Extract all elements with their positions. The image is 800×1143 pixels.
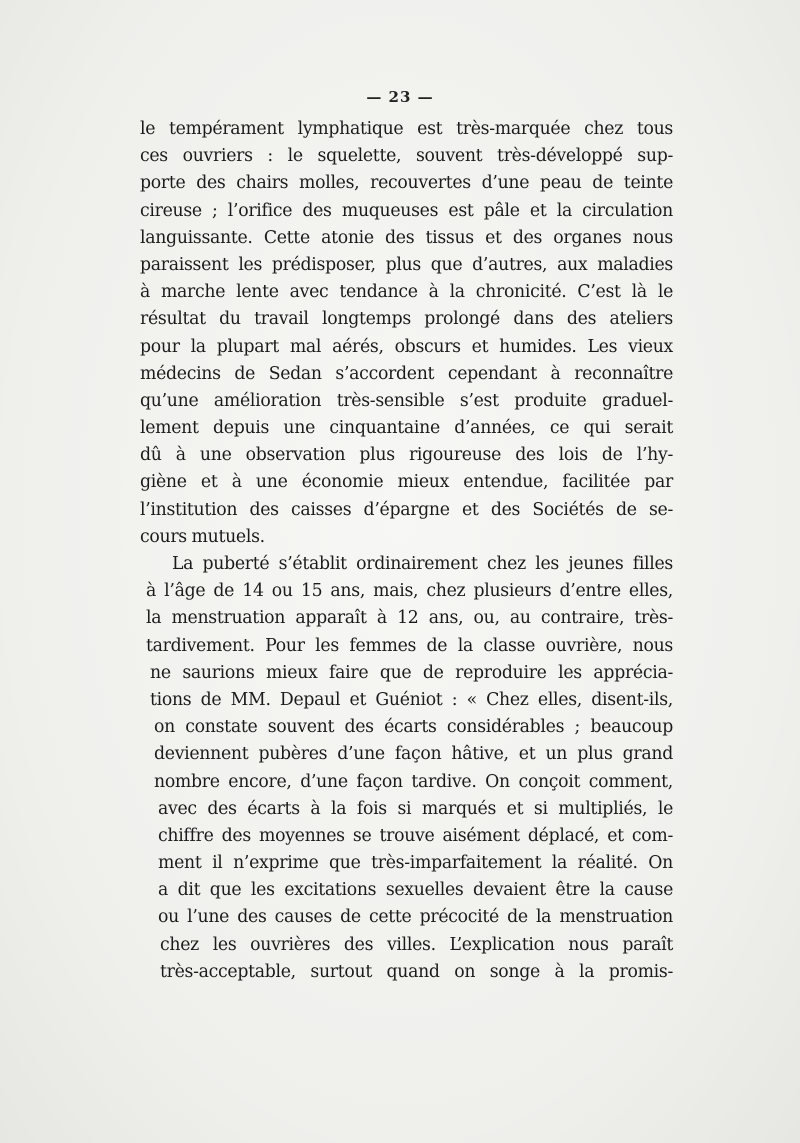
text-line: qu’une amélioration très-sensible s’est produite graduel- <box>140 390 673 411</box>
text-line: à l’âge de 14 ou 15 ans, mais, chez plusieurs d’entre elles, <box>146 581 673 602</box>
text-line: ne saurions mieux faire que de reproduire les apprécia- <box>150 662 673 683</box>
text-line: la menstruation apparaît à 12 ans, ou, au contraire, très- <box>146 608 673 629</box>
text-line: languissante. Cette atonie des tissus et des organes nous <box>140 227 673 248</box>
text-line: le tempérament lymphatique est très-marquée chez tous <box>140 119 673 139</box>
text-line: tardivement. Pour les femmes de la classe ouvrière, nous <box>146 635 673 656</box>
body-text <box>140 116 673 986</box>
text-line: pour la plupart mal aérés, obscurs et humides. Les vieux <box>140 336 673 357</box>
page-number: — 23 — <box>366 88 434 106</box>
text-line: tions de MM. Depaul et Guéniot : « Chez elles, disent-ils, <box>150 689 673 710</box>
text-line: porte des chairs molles, recouvertes d’une peau de teinte <box>140 173 673 194</box>
text-line: chez les ouvrières des villes. L’explication nous paraît <box>160 934 673 955</box>
text-line: avec des écarts à la fois si marqués et si multipliés, le <box>158 798 673 819</box>
text-line: nombre encore, d’une façon tardive. On conçoit comment, <box>154 771 673 792</box>
text-line: lement depuis une cinquantaine d’années, ce qui serait <box>140 418 673 439</box>
text-line: très-acceptable, surtout quand on songe à la promis- <box>160 961 673 982</box>
text-line: chiffre des moyennes se trouve aisément déplacé, et com- <box>158 825 673 846</box>
text-line: ou l’une des causes de cette précocité de la menstruation <box>158 907 673 928</box>
text-line: cireuse ; l’orifice des muqueuses est pâle et la circulation <box>140 200 673 221</box>
paragraph-first-line: La puberté s’établit ordinairement chez les jeunes filles <box>172 554 673 574</box>
text-line: résultat du travail longtemps prolongé dans des ateliers <box>140 309 673 330</box>
text-line: paraissent les prédisposer, plus que d’autres, aux maladies <box>140 254 673 275</box>
text-line: ment il n’exprime que très-imparfaitement la réalité. On <box>158 853 673 874</box>
text-line: on constate souvent des écarts considérables ; beaucoup <box>154 717 673 738</box>
text-line: cours mutuels. <box>140 526 265 547</box>
text-line: médecins de Sedan s’accordent cependant à reconnaître <box>140 363 673 384</box>
text-line: ces ouvriers : le squelette, souvent très-développé sup- <box>140 146 673 167</box>
text-line: deviennent pubères d’une façon hâtive, et un plus grand <box>154 744 673 765</box>
text-line: à marche lente avec tendance à la chronicité. C’est là le <box>140 282 673 303</box>
text-line: giène et à une économie mieux entendue, facilitée par <box>140 472 673 493</box>
text-line: l’institution des caisses d’épargne et des Sociétés de se- <box>140 499 673 520</box>
text-line: dû à une observation plus rigoureuse des lois de l’hy- <box>140 445 673 466</box>
text-line: a dit que les excitations sexuelles devaient être la cause <box>158 880 673 901</box>
